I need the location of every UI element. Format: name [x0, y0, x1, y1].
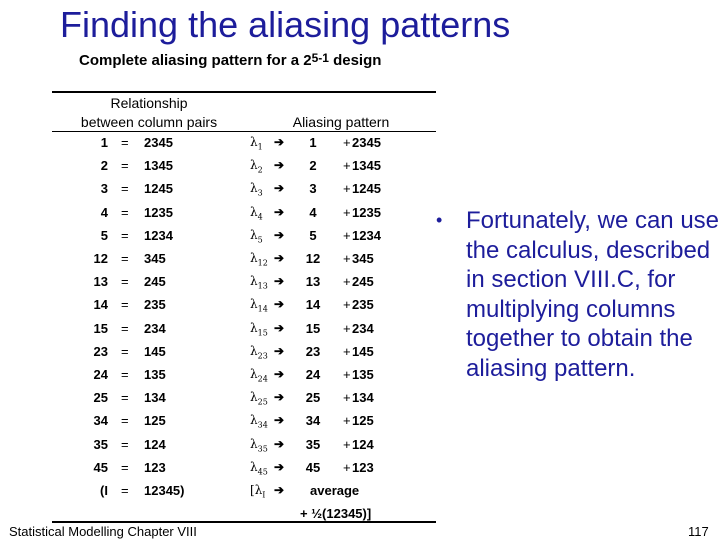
generator-word: 1245 [144, 181, 173, 197]
generator-word: 145 [144, 343, 166, 359]
plus-sign: + [343, 320, 351, 336]
lambda-glyph: λ [250, 459, 258, 474]
plus-sign: + [343, 413, 351, 429]
lambda-glyph: λ [250, 390, 258, 405]
lambda-subscript: 34 [257, 420, 268, 430]
alias-partner: 134 [352, 390, 374, 406]
lambda-subscript: 1 [257, 142, 263, 152]
lambda-bracket: [ [250, 483, 255, 497]
plus-sign: + [343, 158, 351, 174]
column-pair: 14 [93, 297, 108, 313]
column-pair: 24 [93, 367, 108, 382]
arrow-icon: ➔ [274, 320, 285, 335]
lambda-glyph: λ [250, 320, 258, 335]
lambda-subscript: 12 [257, 258, 268, 268]
table-row [52, 318, 442, 341]
arrow-icon: ➔ [274, 413, 285, 428]
generator-word: 135 [144, 367, 166, 382]
column-pair: 15 [93, 320, 108, 336]
lambda-symbol [250, 367, 268, 383]
arrow-icon: ➔ [274, 158, 285, 173]
generator-word: 123 [144, 459, 166, 475]
table-row [52, 132, 442, 155]
lambda-glyph: λ [250, 367, 258, 381]
table-top-rule [52, 91, 436, 93]
alias-term: 45 [305, 459, 321, 475]
arrow-icon: ➔ [274, 251, 285, 265]
alias-term: average [310, 483, 360, 498]
alias-term: 34 [305, 413, 321, 429]
lambda-glyph: λ [250, 413, 258, 428]
lambda-subscript: 14 [257, 304, 268, 314]
lambda-symbol [250, 483, 265, 499]
lambda-symbol [250, 344, 268, 360]
plus-sign: + [343, 343, 351, 359]
arrow-icon: ➔ [274, 204, 285, 219]
column-pair: 25 [93, 390, 108, 406]
generator-word: 1234 [144, 227, 173, 243]
column-pair: 35 [93, 436, 108, 452]
table-caption [79, 52, 381, 69]
alias-term: 3 [309, 181, 317, 197]
plus-sign: + [343, 227, 351, 243]
lambda-glyph: λ [250, 158, 258, 173]
equals-sign: = [121, 181, 129, 197]
alias-term: 12 [305, 251, 321, 266]
table-row [52, 434, 442, 457]
equals-sign: = [121, 204, 129, 220]
table-row [52, 480, 442, 503]
plus-sign: + [343, 390, 351, 406]
alias-term: 15 [305, 320, 321, 336]
column-pair: 13 [93, 274, 108, 290]
equals-sign: = [121, 436, 129, 452]
equals-sign: = [121, 343, 129, 359]
arrow-icon: ➔ [274, 135, 285, 149]
table-row [52, 155, 442, 178]
lambda-subscript: 3 [257, 188, 263, 198]
lambda-subscript: 45 [257, 467, 268, 477]
lambda-glyph: λ [250, 135, 258, 149]
lambda-subscript: I [262, 490, 266, 500]
alias-partner: 345 [352, 251, 374, 266]
footer-page-number: 117 [688, 524, 709, 539]
generator-word: 235 [144, 297, 166, 313]
plus-sign: + [343, 251, 351, 266]
alias-term: 13 [305, 274, 321, 290]
column-pair: (I [100, 483, 108, 498]
caption-suffix: design [328, 52, 382, 69]
plus-sign: + [343, 204, 351, 220]
lambda-symbol [250, 297, 268, 313]
column-pair: 23 [93, 343, 108, 359]
lambda-glyph: λ [250, 181, 258, 196]
caption-prefix: Complete aliasing pattern for a 2 [79, 52, 312, 69]
lambda-subscript: 25 [257, 397, 268, 407]
lambda-glyph: λ [250, 343, 258, 358]
table-row [52, 248, 442, 271]
equals-sign: = [121, 274, 129, 290]
lambda-glyph: λ [250, 297, 258, 312]
lambda-subscript: 2 [257, 165, 263, 175]
alias-term: 35 [305, 436, 321, 452]
lambda-glyph: λ [250, 227, 258, 242]
alias-partner: 135 [352, 367, 374, 382]
lambda-symbol [250, 437, 268, 453]
alias-partner: 1235 [352, 204, 381, 220]
arrow-icon: ➔ [274, 436, 285, 451]
alias-term: 5 [309, 227, 317, 243]
lambda-symbol [250, 321, 268, 337]
table-row [52, 271, 442, 294]
table-row [52, 457, 442, 480]
table-row [52, 341, 442, 364]
lambda-glyph: λ [250, 204, 258, 219]
lambda-symbol [250, 205, 263, 221]
lambda-subscript: 35 [257, 443, 268, 453]
equals-sign: = [121, 251, 129, 266]
plus-sign: + [343, 459, 351, 475]
alias-term: 23 [305, 343, 321, 359]
lambda-symbol [250, 413, 268, 429]
lambda-symbol [250, 251, 268, 267]
alias-term: 4 [309, 204, 317, 220]
alias-partner: 1245 [352, 181, 381, 197]
generator-word: 125 [144, 413, 166, 429]
equals-sign: = [121, 158, 129, 174]
alias-partner: 2345 [352, 135, 381, 150]
lambda-glyph: λ [250, 251, 258, 265]
lambda-symbol [250, 158, 263, 174]
generator-word: 245 [144, 274, 166, 290]
lambda-subscript: 13 [257, 281, 268, 291]
alias-partner: 235 [352, 297, 374, 313]
alias-term: 14 [305, 297, 321, 313]
equals-sign: = [121, 367, 129, 382]
bullet-dot-icon: • [436, 210, 443, 230]
alias-partner: 234 [352, 320, 374, 336]
column-pair: 45 [93, 459, 108, 475]
plus-sign: + [343, 436, 351, 452]
generator-word: 2345 [144, 135, 173, 150]
alias-term: 2 [309, 158, 317, 174]
header-aliasing-pattern: Aliasing pattern [292, 114, 390, 130]
arrow-icon: ➔ [274, 297, 285, 312]
table-row [52, 202, 442, 225]
arrow-icon: ➔ [274, 227, 285, 242]
lambda-symbol [250, 274, 268, 290]
column-pair: 4 [100, 204, 108, 220]
table-row [52, 410, 442, 433]
table-row [52, 364, 442, 387]
plus-sign: + [343, 181, 351, 197]
generator-word: 1235 [144, 204, 173, 220]
lambda-subscript: 23 [257, 351, 268, 361]
lambda-symbol [250, 390, 268, 406]
column-pair: 12 [93, 251, 108, 266]
column-pair: 5 [100, 227, 108, 243]
footer-course-label: Statistical Modelling Chapter VIII [9, 524, 197, 539]
equals-sign: = [121, 390, 129, 406]
lambda-symbol [250, 460, 268, 476]
generator-word: 234 [144, 320, 166, 336]
alias-term: 25 [305, 390, 321, 406]
plus-sign: + [343, 297, 351, 313]
generator-word: 124 [144, 436, 166, 452]
table-footer-line: + ½(12345)] [300, 506, 372, 521]
arrow-icon: ➔ [274, 274, 285, 289]
lambda-subscript: 4 [257, 211, 263, 221]
alias-partner: 125 [352, 413, 374, 429]
table-row [52, 225, 442, 248]
table-bottom-rule [52, 521, 436, 523]
lambda-subscript: 24 [257, 374, 268, 384]
plus-sign: + [343, 274, 351, 290]
column-pair: 3 [100, 181, 108, 197]
lambda-symbol [250, 228, 263, 244]
arrow-icon: ➔ [274, 390, 285, 405]
generator-word: 1345 [144, 158, 173, 174]
generator-word: 134 [144, 390, 166, 406]
slide-title: Finding the aliasing patterns [60, 4, 511, 45]
header-relationship-line1: Relationship [110, 95, 188, 111]
arrow-icon: ➔ [274, 343, 285, 358]
equals-sign: = [121, 459, 129, 475]
arrow-icon: ➔ [274, 483, 285, 497]
lambda-glyph: λ [250, 274, 258, 289]
generator-word: 345 [144, 251, 166, 266]
plus-sign: + [343, 135, 351, 150]
arrow-icon: ➔ [274, 181, 285, 196]
table-row [52, 178, 442, 201]
equals-sign: = [121, 135, 129, 150]
lambda-symbol [250, 135, 263, 151]
alias-partner: 1345 [352, 158, 381, 174]
alias-term: 1 [309, 135, 317, 150]
equals-sign: = [121, 413, 129, 429]
lambda-subscript: 15 [257, 327, 268, 337]
plus-sign: + [343, 367, 351, 382]
equals-sign: = [121, 320, 129, 336]
caption-exponent: 5-1 [311, 51, 329, 65]
equals-sign: = [121, 227, 129, 243]
lambda-symbol [250, 181, 263, 197]
generator-word: 12345) [144, 483, 185, 498]
arrow-icon: ➔ [274, 459, 285, 474]
column-pair: 2 [100, 158, 108, 174]
alias-partner: 124 [352, 436, 374, 452]
table-row [52, 387, 442, 410]
arrow-icon: ➔ [274, 367, 285, 381]
alias-term: 24 [305, 367, 321, 382]
column-pair: 1 [100, 135, 108, 150]
alias-partner: 123 [352, 459, 374, 475]
header-relationship-line2: between column pairs [80, 114, 218, 130]
column-pair: 34 [93, 413, 108, 429]
alias-partner: 245 [352, 274, 374, 290]
bullet-text: Fortunately, we can use the calculus, described in section VIII.C, for multiplying columns together to obtain the aliasing pattern. [466, 207, 720, 382]
equals-sign: = [121, 297, 129, 313]
alias-partner: 1234 [352, 227, 381, 243]
alias-partner: 145 [352, 343, 374, 359]
table-row [52, 294, 442, 317]
lambda-glyph: λ [250, 436, 258, 451]
equals-sign: = [121, 483, 129, 498]
lambda-glyph: λ [254, 483, 263, 497]
lambda-subscript: 5 [257, 235, 263, 245]
